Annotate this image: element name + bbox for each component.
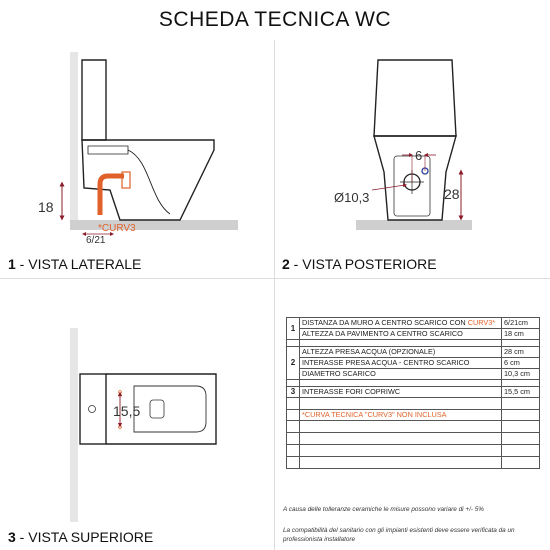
caption-top-view xyxy=(8,529,153,545)
group-number: 3 xyxy=(287,387,300,398)
caption-side-view xyxy=(8,256,141,272)
tank-outline xyxy=(80,374,106,444)
caption-text: - VISTA POSTERIORE xyxy=(289,256,437,272)
caption-number: 2 xyxy=(282,256,290,272)
compatibility-note: La compatibilità del sanitario con gli impianti esistenti deve essere verificata da un professionista installatore xyxy=(283,527,515,543)
caption-text: - VISTA SUPERIORE xyxy=(15,529,154,545)
table-row xyxy=(287,358,540,369)
row-description: INTERASSE PRESA ACQUA - CENTRO SCARICO xyxy=(300,358,502,369)
table-row xyxy=(287,329,540,340)
caption-number: 1 xyxy=(8,256,16,272)
group-number: 1 xyxy=(287,318,300,340)
dim-height-label: 28 xyxy=(444,186,460,202)
row-description: INTERASSE FORI COPRIWC xyxy=(300,387,502,398)
caption-rear-view xyxy=(282,256,437,272)
row-value: 6/21cm xyxy=(502,318,540,329)
group-number: 2 xyxy=(287,347,300,380)
dim-height-label: 18 xyxy=(38,199,54,215)
page-title: SCHEDA TECNICA WC xyxy=(158,8,392,31)
row-description: DISTANZA DA MURO A CENTRO SCARICO CON CURV3* xyxy=(300,318,502,329)
row-description: DIAMETRO SCARICO xyxy=(300,369,502,380)
table-row xyxy=(287,369,540,380)
floor xyxy=(356,220,472,230)
top-view-drawing xyxy=(70,328,216,522)
row-description: ALTEZZA PRESA ACQUA (OPZIONALE) xyxy=(300,347,502,358)
floor xyxy=(70,220,238,230)
caption-number: 3 xyxy=(8,529,16,545)
curv3-label: *CURV3 xyxy=(98,223,136,234)
wall xyxy=(70,328,78,522)
rear-view-drawing xyxy=(356,60,472,230)
tank-outline xyxy=(374,60,456,136)
wall xyxy=(70,52,78,230)
dim-spacing-label: 15,5 xyxy=(113,403,141,419)
dim-diameter-label: Ø10,3 xyxy=(334,190,370,205)
table-row xyxy=(287,410,540,421)
row-description: ALTEZZA DA PAVIMENTO A CENTRO SCARICO xyxy=(300,329,502,340)
side-view-drawing xyxy=(62,52,238,234)
row-value: 28 cm xyxy=(502,347,540,358)
dim-bottom-label: 6/21 xyxy=(86,235,106,246)
row-value: 6 cm xyxy=(502,358,540,369)
tank-outline xyxy=(82,60,106,140)
table-row xyxy=(287,347,540,358)
table-row xyxy=(287,318,540,329)
row-value: 10,3 cm xyxy=(502,369,540,380)
caption-text: - VISTA LATERALE xyxy=(15,256,142,272)
spec-table xyxy=(286,317,540,469)
table-row xyxy=(287,387,540,398)
note-row: *CURVA TECNICA "CURV3" NON INCLUSA xyxy=(300,410,502,421)
dim-width-label: 6 xyxy=(415,148,423,163)
row-value: 15,5 cm xyxy=(502,387,540,398)
tolerance-note: A causa delle tolleranze ceramiche le misure possono variare di +/- 5% xyxy=(283,506,484,513)
row-value: 18 cm xyxy=(502,329,540,340)
